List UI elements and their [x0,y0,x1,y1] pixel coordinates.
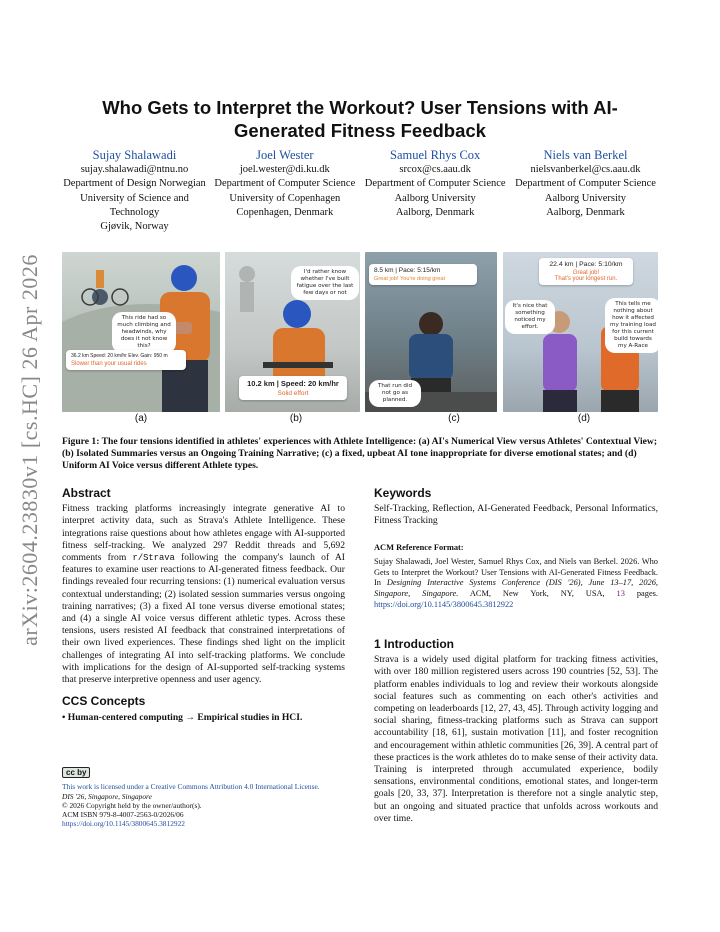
panel-label-a: (a) [134,413,148,424]
activity-card [539,258,633,285]
reference-text-part: Sujay Shalawadi, Joel Wester, Samuel Rhys Cox, and Niels van Berkel. 2026. Who Gets to Interpret the Workout? User Tensions with AI-Generated Fitness Feedback. In [374,556,658,588]
isbn-line: ACM ISBN 979-8-4007-2563-0/2026/06 [62,810,184,820]
panel-label-d: (d) [577,413,591,424]
speech-bubble: It's nice that something noticed my effort. [505,300,555,334]
abstract-text-part: Fitness tracking platforms increasingly integrate generative AI to interpret activity data, such as Strava's Athlete Intelligence. These integrations raise questions about how athletes engage with AI-supported fitness self-tracking. We analyzed 297 Reddit threads and 5,692 comments from [62,503,345,564]
activity-card [66,350,186,370]
abstract-text-part: following the company's launch of AI features to examine user reactions to AI-generated fitness feedback. Our findings revealed four recurring tensions: (1) numerical evaluation versus contextual understanding; (2) isolated session summaries versus ongoing training narratives; (3) a fixed AI tone versus diverse emotional states; and (4) a single AI voice versus different athletic types. Across these tensions, users resisted AI feedback that constrained interpretations of their own lived experiences. These findings shed light on the implicit challenges of integrating AI into self-tracking platforms. We conclude with implications for the design of AI-supported self-tracking systems that preserve interpretive openness and user agency. [62,552,345,686]
author-affiliation: Department of Design Norwegian University of Science and Technology [63,178,206,218]
keywords-section [374,487,658,528]
author-name: Niels van Berkel [543,148,628,162]
copyright-line: © 2026 Copyright held by the owner/author(s). [62,800,202,810]
activity-stats: 8.5 km | Pace: 5:15/km [374,267,441,274]
activity-stats: 22.4 km | Pace: 5:10/km [549,261,623,268]
figure-caption: Figure 1: The four tensions identified in athletes' experiences with Athlete Intelligence: (a) AI's Numerical View versus Athletes' Contextual View; (b) Isolated Summaries versus an Ongoing Training Narrative; (c) a fixed, upbeat AI tone inappropriate for diverse emotional states; and (d) Uniform AI Voice versus different Athlete types. [62,436,658,471]
reference-venue: Designing Interactive Systems Conference (DIS '26), June 13–17, 2026, Singapore, Singapore. [374,578,658,599]
abstract-section [62,487,345,686]
ai-feedback-text: Great job! You're doing great [374,276,446,282]
author-block [513,147,658,234]
paper-title: Who Gets to Interpret the Workout? User Tensions with AI-Generated Fitness Feedback [102,97,618,141]
reference-section [374,543,658,611]
speech-bubble: This ride had so much climbing and headwinds, why does it not know this? [112,312,176,353]
ai-feedback-text: Solid effort [277,390,309,397]
activity-card [369,264,477,285]
panel-label-c: (c) [448,413,460,424]
author-email: srcox@cs.aau.dk [399,164,471,175]
speech-bubble: This tells me nothing about how it affected my training load for this current build towards my A-Race [605,298,658,353]
panel-a-illustration [62,252,220,412]
section-heading: 1 Introduction [374,637,454,651]
arxiv-id: arXiv:2604.23830v1 [cs.HC] 26 Apr 2026 [17,254,42,646]
author-email: sujay.shalawadi@ntnu.no [80,164,189,175]
reference-text [374,557,658,611]
introduction-text: Strava is a widely used digital platform for tracking fitness activities, with over 180 million registered users across 190 countries [52, 53]. The platform enables individuals to log and review their workouts alongside social features such as commenting on each other's activities and competing on leaderboards [12, 27, 43, 45]. Through activity logging and social sharing, fitness-tracking platforms such as Strava can support accountability [18, 61], sustain motivation [11], and foster recognition and encouragement within athletic communities [26, 39]. A central part of these practices is the work athletes do to make sense of their activity data. Training is interpreted through accumulated experience, bodily sensations, environmental conditions, emotional states, and longer-term goals [20, 33, 37]. Interpretation is therefore not a single analytic step, but an ongoing and situated practice that unfolds across workouts and over time. [374,654,658,824]
reference-doi-link[interactable]: https://doi.org/10.1145/3800645.3812922 [374,599,514,609]
author-location: Gjøvik, Norway [100,221,169,233]
reference-text-part: pages. [624,589,659,599]
author-location: Aalborg, Denmark [546,206,625,218]
author-affiliation: Department of Computer Science Aalborg University [364,178,506,204]
license-link[interactable]: This work is licensed under a Creative Commons Attribution 4.0 International License. [62,782,320,792]
author-location: Copenhagen, Denmark [236,206,334,218]
speech-bubble: That run did not go as planned. [369,380,421,407]
activity-stats: 10.2 km | Speed: 20 km/hr [247,379,339,388]
arxiv-sidebar [10,250,50,650]
section-heading: Keywords [374,486,432,500]
abstract-text [62,503,345,686]
ccs-text: • Human-centered computing → Empirical studies in HCI. [62,712,303,724]
author-location: Aalborg, Denmark [395,206,475,218]
cc-license-badge: cc by [62,767,90,778]
panel-label-b: (b) [289,413,303,424]
author-name: Sujay Shalawadi [92,148,177,162]
author-name: Joel Wester [256,148,314,162]
author-block [212,147,357,234]
ccs-section [62,695,345,724]
author-list [62,147,658,234]
page-count: 13 [616,589,625,599]
author-affiliation: Department of Computer Science Aalborg University [515,178,656,204]
ai-feedback-text: Great job! [572,270,600,276]
keywords-text: Self-Tracking, Reflection, AI-Generated Feedback, Personal Informatics, Fitness Tracking [374,503,658,527]
reference-heading: ACM Reference Format: [374,543,464,552]
author-affiliation: Department of Computer Science University of Copenhagen [214,178,356,204]
speech-bubble: I'd rather know whether I've built fatigue over the last few days or not [291,266,359,300]
venue-line: DIS '26, Singapore, Singapore [62,791,152,801]
panel-b-illustration [225,252,360,412]
license-block [62,767,345,829]
subreddit-name: r/Strava [132,553,175,564]
reference-text-part: ACM, New York, NY, USA, [458,589,617,599]
section-heading: CCS Concepts [62,694,146,708]
activity-stats: 36.2 km Speed: 20 km/hr Elev. Gain: 950 m [71,353,168,359]
section-heading: Abstract [62,486,111,500]
teaser-figure [62,252,658,412]
doi-link[interactable]: https://doi.org/10.1145/3800645.3812922 [62,819,185,829]
author-email: nielsvanberkel@cs.aau.dk [530,164,641,175]
ai-feedback-text: That's your longest run. [554,276,618,282]
author-block [363,147,508,234]
author-block [62,147,207,234]
introduction-section [374,638,658,825]
panel-c-illustration [365,252,497,412]
author-name: Samuel Rhys Cox [390,148,481,162]
panel-d-illustration [503,252,658,412]
activity-card [239,376,347,400]
author-email: joel.wester@di.ku.dk [239,164,330,175]
ai-feedback-text: Slower than your usual rides [71,361,147,367]
